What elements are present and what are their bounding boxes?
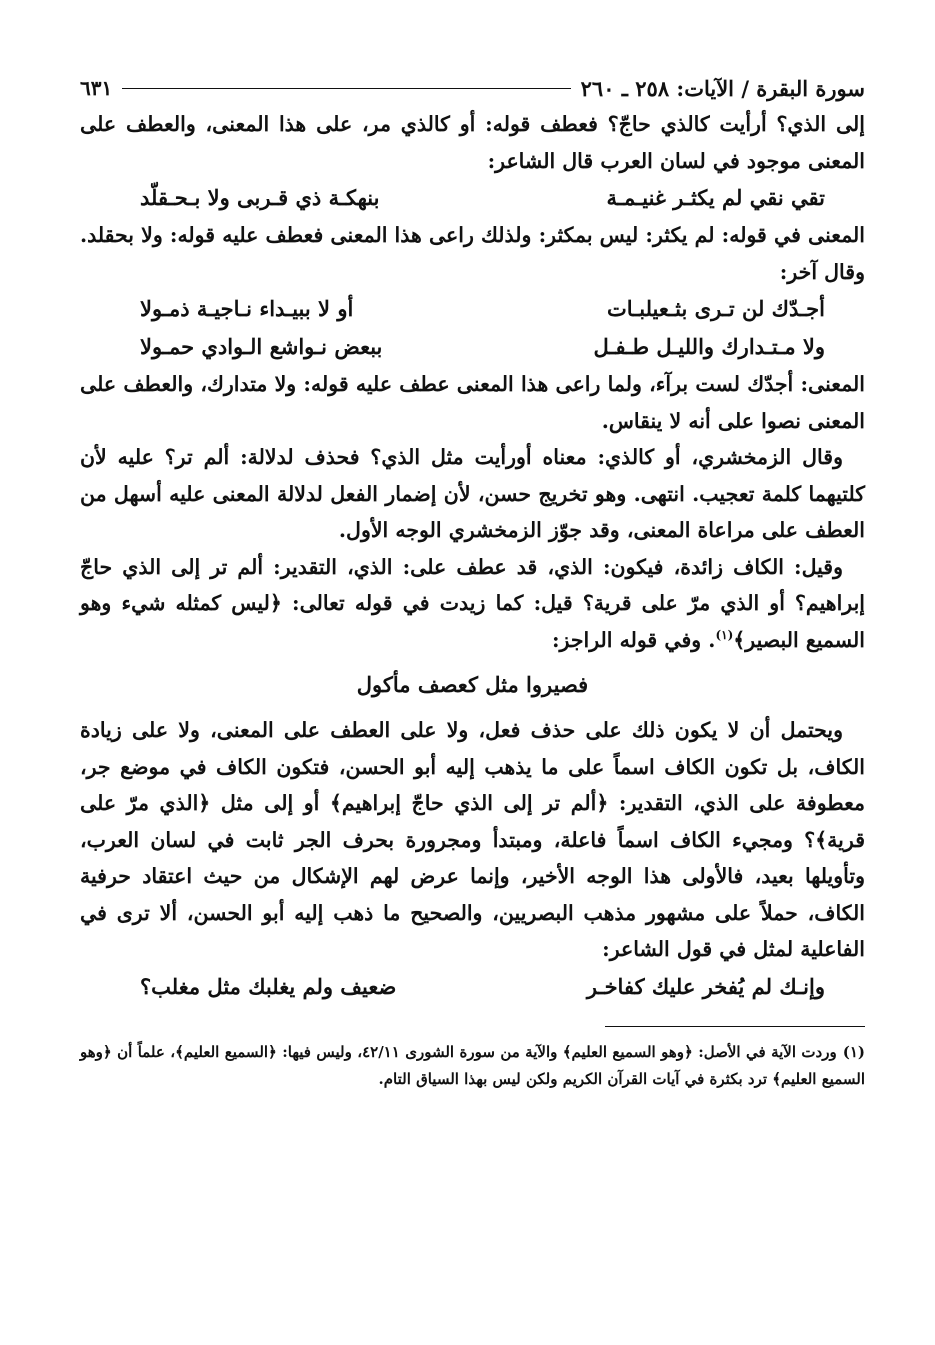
page <box>80 70 865 1093</box>
paragraph-6-text-b: أو إلى مثل <box>210 791 330 815</box>
verse-2 <box>80 290 865 328</box>
paragraph-1: إلى الذي؟ أرأيت كالذي حاجّ؟ فعطف قوله: أو كالذي مر، على هذا المعنى، والعطف على المعنى موجود في لسان العرب قال الشاعر: <box>80 112 865 173</box>
page-header <box>80 70 865 106</box>
footnote-number: (١) <box>842 1042 865 1061</box>
body-text-3 <box>80 366 865 658</box>
paragraph-3: المعنى: أجدّك لست برآء، ولما راعى هذا المعنى عطف عليه قوله: ولا متدارك، والعطف على المعنى نصوا على أنه لا ينقاس. <box>80 372 865 433</box>
footnote-rule <box>605 1026 865 1027</box>
verse-5 <box>80 968 865 1006</box>
quran-quote: ﴿ليس كمثله شيء وهو السميع البصير﴾ <box>80 591 865 652</box>
verse-3-second-hemistich: ببعض نـواشع الـوادي حمـولا <box>140 334 383 359</box>
header-rule <box>122 88 570 89</box>
verse-2-second-hemistich: أو لا ببيـداء نـاجيـة ذمـولا <box>140 296 354 321</box>
footnote-ref: (١) <box>715 627 734 642</box>
verse-4: فصيروا مثل كعصف مأكول <box>356 672 589 697</box>
paragraph-6-text-a: ويحتمل أن لا يكون ذلك على حذف فعل، ولا على العطف على المعنى، ولا على زيادة الكاف، بل تكون الكاف اسماً على ما يذهب إليه أبو الحسن، فتكون الكاف في موضع جر، معطوفة على الذي، التقدير: <box>80 718 865 815</box>
body-text <box>80 106 865 179</box>
quran-quote-2: ﴿الذي مرّ على قرية﴾ <box>80 791 865 852</box>
verse-5-first-hemistich: وإنـك لم يُفخر عليك كفاخـر <box>586 973 825 999</box>
paragraph-4: وقال الزمخشري، أو كالذي: معناه أورأيت مثل الذي؟ فحذف لدلالة: ألم تر؟ عليه لأن كلتيهما كلمة تعجيب. انتهى. وهو تخريج حسن، لأن إضمار الفعل لدلالة المعنى عليه أسهل من العطف على مراعاة المعنى، وقد جوّز الزمخشري الوجه الأول. <box>80 445 865 542</box>
body-text-2 <box>80 217 865 290</box>
footnote-text: وردت الآية في الأصل: ﴿وهو السميع العليم﴾ والآية من سورة الشورى ٤٢/١١، وليس فيها: ﴿السميع العليم﴾، علماً أن ﴿وهو السميع العليم﴾ ترد بكثرة في آيات القرآن الكريم ولكن ليس بهذا السياق التام. <box>80 1042 865 1088</box>
verse-2-first-hemistich: أجـدّك لن تـرى بثـعيلبـات <box>606 296 825 321</box>
running-title: سورة البقرة / الآيات: ٢٥٨ ـ ٢٦٠ <box>580 75 865 101</box>
paragraph-5-text-a: وقيل: الكاف زائدة، فيكون: الذي، قد عطف على: الذي، التقدير: ألم تر إلى الذي حاجّ إبراهيم؟ أو الذي مرّ على قرية؟ قيل: كما زيدت في قوله تعالى: <box>80 554 865 615</box>
paragraph-2: المعنى في قوله: لم يكثر: ليس بمكثر: ولذلك راعى هذا المعنى فعطف عليه قوله: ولا بحقلد. وقال آخر: <box>80 223 865 284</box>
paragraph-6 <box>80 712 865 968</box>
paragraph-5 <box>80 549 865 659</box>
verse-1-first-hemistich: تقي نقي لم يكثـر غنيـمـة <box>606 185 825 210</box>
footnote <box>80 1039 865 1093</box>
body-text-4 <box>80 712 865 968</box>
verse-1-second-hemistich: بنهكـة ذي قـربى ولا بـحـقلّد <box>140 185 380 210</box>
verse-1 <box>80 179 865 217</box>
verse-5-second-hemistich: ضعيف ولم يغلبك مثل مغلب؟ <box>140 973 397 999</box>
quran-quote-1: ﴿ألم تر إلى الذي حاجّ إبراهيم﴾ <box>329 791 609 815</box>
paragraph-6-text-c: ؟ ومجيء الكاف اسماً فاعلة، ومبتدأ ومجرورة بحرف الجر ثابت في لسان العرب، وتأويلها بعيد، فالأولى هذا الوجه الأخير، وإنما عرض لهم الإشكال من حيث اعتقاد حرفية الكاف، حملاً على مشهور مذهب البصريين، والصحيح ما ذهب إليه أبو الحسن، ألا ترى في الفاعلية لمثل في قول الشاعر: <box>80 827 865 961</box>
page-number: ٦٣١ <box>80 76 113 100</box>
verse-3 <box>80 328 865 366</box>
paragraph-5-text-b: . وفي قوله الراجز: <box>551 627 716 652</box>
verse-3-first-hemistich: ولا مـتـدارك والليـل طـفـل <box>593 334 825 359</box>
